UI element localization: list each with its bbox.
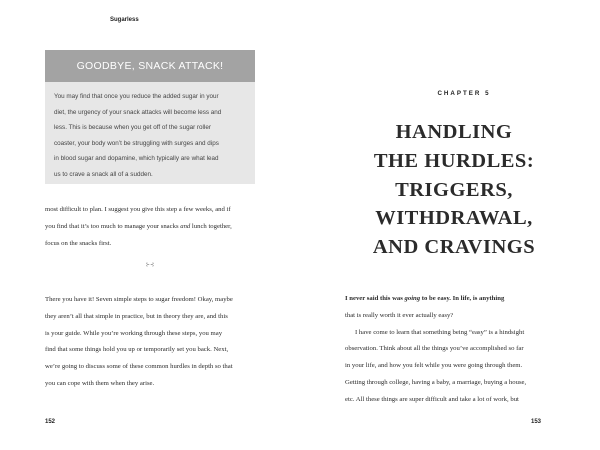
- body-paragraph: [345, 325, 555, 409]
- paragraph-line: in your life, and how you felt while you were going through them.: [345, 362, 523, 370]
- sidebar-box: [45, 50, 255, 184]
- paragraph-line: Getting through college, having a baby, a marriage, buying a house,: [345, 378, 527, 386]
- paragraph-line: you can cope with them when they arise.: [45, 379, 155, 387]
- page-number-left: 152: [45, 419, 56, 425]
- body-paragraph-1: [45, 202, 256, 252]
- sidebar-line: less. This is because when you get off of the sugar roller: [54, 124, 211, 132]
- chapter-title-line: TRIGGERS,: [395, 178, 513, 201]
- emphasis-text: going: [404, 295, 421, 302]
- sidebar-body: [45, 82, 255, 183]
- sidebar-title: GOODBYE, SNACK ATTACK!: [45, 50, 255, 82]
- running-head: Sugarless: [110, 17, 139, 23]
- paragraph-line: most difficult to plan. I suggest you give this step a few weeks, and if: [45, 206, 231, 213]
- chapter-title-line: THE HURDLES:: [373, 149, 535, 172]
- sidebar-line: You may find that once you reduce the added sugar in your: [54, 93, 219, 100]
- paragraph-line: I have come to learn that something being “easy” is a hindsight: [355, 328, 525, 336]
- sidebar-line: us to crave a snack all of a sudden.: [54, 170, 153, 178]
- text-run: lunch together,: [190, 222, 232, 230]
- text-run: I never said this was: [345, 295, 405, 302]
- chapter-body: [345, 291, 555, 409]
- sidebar-line: in blood sugar and dopamine, which typically are what lead: [54, 155, 219, 163]
- paragraph-line: There you have it! Seven simple steps to sugar freedom! Okay, maybe: [45, 296, 233, 303]
- chapter-title-line: WITHDRAWAL,: [375, 207, 533, 230]
- paragraph-line: is your guide. While you’re working through these steps, you may: [45, 329, 223, 337]
- lead-paragraph: [345, 291, 555, 325]
- page-number-right: 153: [531, 419, 542, 425]
- right-page: [300, 0, 600, 450]
- text-run: to be easy. In life, is anything: [420, 295, 505, 302]
- sidebar-line: coaster, your body won’t be struggling with surges and dips: [54, 139, 219, 147]
- chapter-title-line: HANDLING: [395, 121, 513, 143]
- paragraph-line: [345, 291, 555, 308]
- body-paragraph-2: [45, 292, 256, 393]
- paragraph-line: we’re going to discuss some of these common hurdles in depth so that: [45, 363, 233, 371]
- chapter-title: [360, 118, 548, 262]
- paragraph-line: observation. Think about all the things you’ve accomplished so far: [345, 345, 524, 353]
- chapter-title-line: AND CRAVINGS: [372, 236, 536, 259]
- paragraph-line: focus on the snacks first.: [45, 239, 112, 247]
- paragraph-line: [45, 219, 256, 236]
- section-break-ornament-icon: ⊱⊰: [145, 262, 155, 268]
- paragraph-line: that is really worth it ever actually easy?: [345, 311, 454, 319]
- text-run: you find that it’s too much to manage your snacks: [45, 222, 181, 230]
- paragraph-line: they aren’t all that simple in practice, but in theory they are, and this: [45, 312, 228, 320]
- sidebar-line: diet, the urgency of your snack attacks will become less and: [54, 108, 222, 116]
- paragraph-line: etc. All these things are super difficult and take a lot of work, but: [345, 395, 519, 403]
- chapter-label: CHAPTER 5: [437, 90, 491, 97]
- paragraph-line: find that some things hold you up or temporarily set you back. Next,: [45, 346, 229, 354]
- emphasis-text: and: [180, 222, 191, 230]
